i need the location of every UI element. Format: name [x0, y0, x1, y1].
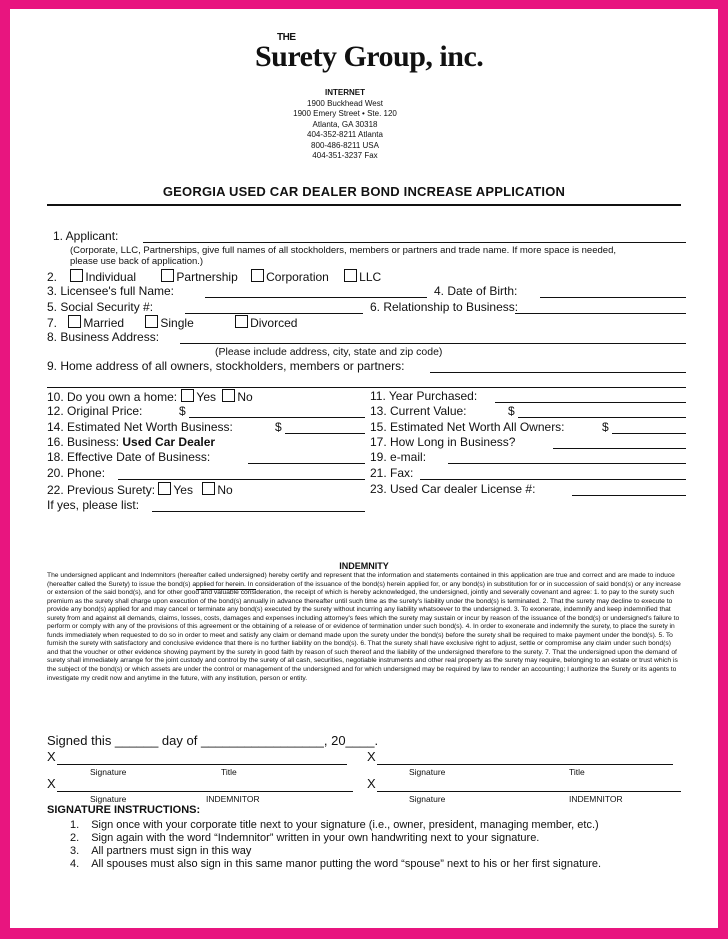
- licensee-name-line[interactable]: [205, 297, 427, 298]
- signature-line-1[interactable]: [57, 764, 347, 765]
- company-address: [260, 88, 430, 162]
- business-address-note: (Please include address, city, state and zip code): [215, 346, 443, 358]
- divorced-label: Divorced: [250, 316, 298, 330]
- home-address-line[interactable]: [430, 372, 686, 373]
- current-value-line[interactable]: [518, 417, 686, 418]
- if-yes-line[interactable]: [152, 511, 365, 512]
- phone-label: 20. Phone:: [47, 466, 106, 480]
- previous-surety-yes-label: Yes: [173, 483, 193, 497]
- indemnitor-caption: INDEMNITOR: [569, 794, 623, 804]
- instruction-number: 1.: [70, 819, 80, 831]
- net-worth-business-label: 14. Estimated Net Worth Business:: [47, 420, 233, 434]
- signature-line-2[interactable]: [377, 764, 673, 765]
- net-worth-owners-label: 15. Estimated Net Worth All Owners:: [370, 420, 565, 434]
- single-label: Single: [160, 316, 194, 330]
- q2-number: 2.: [47, 270, 58, 284]
- single-checkbox[interactable]: [145, 315, 158, 328]
- previous-surety-label: 22. Previous Surety:: [47, 483, 156, 497]
- corporation-label: Corporation: [266, 270, 329, 284]
- divorced-checkbox[interactable]: [235, 315, 248, 328]
- license-number-label: 23. Used Car dealer License #:: [370, 482, 536, 496]
- indemnitor-caption: INDEMNITOR: [206, 794, 260, 804]
- address-line: 404-352-8211 Atlanta: [307, 130, 383, 139]
- indemnity-title: INDEMNITY: [339, 561, 389, 571]
- current-value-dollar: $: [508, 404, 515, 418]
- how-long-line[interactable]: [553, 448, 686, 449]
- license-number-line[interactable]: [572, 495, 686, 496]
- signature-caption: Signature: [90, 767, 127, 777]
- q7-number: 7.: [47, 316, 58, 330]
- licensee-name-label: 3. Licensee's full Name:: [47, 284, 175, 298]
- own-home-row: [47, 389, 253, 404]
- ssn-line[interactable]: [185, 313, 363, 314]
- signature-x: X: [47, 776, 56, 791]
- business-type-value: Used Car Dealer: [122, 435, 216, 449]
- individual-label: Individual: [85, 270, 137, 284]
- business-address-line[interactable]: [180, 343, 686, 344]
- year-purchased-label: 11. Year Purchased:: [370, 389, 478, 403]
- how-long-label: 17. How Long in Business?: [370, 435, 516, 449]
- title-divider: [47, 204, 681, 206]
- instruction-item: [70, 844, 251, 858]
- relationship-line[interactable]: [515, 313, 686, 314]
- address-line: 1900 Emery Street • Ste. 120: [293, 109, 397, 118]
- business-type-row: [47, 269, 381, 284]
- fax-line[interactable]: [420, 479, 686, 480]
- email-label: 19. e-mail:: [370, 450, 427, 464]
- signature-x: X: [367, 776, 376, 791]
- signature-instructions-title: SIGNATURE INSTRUCTIONS:: [47, 804, 201, 816]
- previous-surety-yes-checkbox[interactable]: [158, 482, 171, 495]
- address-line: 1900 Buckhead West: [307, 98, 383, 108]
- instruction-item: [70, 831, 539, 845]
- partnership-checkbox[interactable]: [161, 269, 174, 282]
- instruction-number: 2.: [70, 832, 80, 844]
- indemnitor-line-1[interactable]: [57, 791, 353, 792]
- phone-line[interactable]: [118, 479, 365, 480]
- title-caption: Title: [221, 767, 237, 777]
- if-yes-label: If yes, please list:: [47, 498, 140, 512]
- signature-caption: Signature: [409, 767, 446, 777]
- applicant-note: (Corporate, LLC, Partnerships, give full names of all stockholders, members or partners and trade name. If more space is needed,: [70, 245, 616, 256]
- logo-the: THE: [277, 32, 296, 43]
- net-worth-owners-line[interactable]: [612, 433, 686, 434]
- indemnitor-line-2[interactable]: [377, 791, 681, 792]
- business-address-label: 8. Business Address:: [47, 330, 160, 344]
- own-home-yes-label: Yes: [196, 390, 216, 404]
- year-purchased-line[interactable]: [495, 402, 686, 403]
- marital-status-row: [47, 315, 297, 330]
- fax-label: 21. Fax:: [370, 466, 414, 480]
- instruction-text: Sign again with the word “Indemnitor” written in your own handwriting next to your signature.: [91, 832, 540, 844]
- page-title: GEORGIA USED CAR DEALER BOND INCREASE APPLICATION: [162, 184, 566, 199]
- effective-date-line[interactable]: [248, 463, 365, 464]
- married-label: Married: [83, 316, 125, 330]
- own-home-no-checkbox[interactable]: [222, 389, 235, 402]
- current-value-label: 13. Current Value:: [370, 404, 467, 418]
- corporation-checkbox[interactable]: [251, 269, 264, 282]
- effective-date-label: 18. Effective Date of Business:: [47, 450, 211, 464]
- original-price-label: 12. Original Price:: [47, 404, 143, 418]
- llc-label: LLC: [359, 270, 382, 284]
- instruction-text: Sign once with your corporate title next to your signature (i.e., owner, president, managing member, etc.): [91, 819, 599, 831]
- relationship-label: 6. Relationship to Business:: [370, 300, 519, 314]
- previous-surety-no-checkbox[interactable]: [202, 482, 215, 495]
- instruction-item: [70, 857, 601, 871]
- address-line: INTERNET: [325, 88, 365, 97]
- email-line[interactable]: [448, 463, 686, 464]
- own-home-yes-checkbox[interactable]: [181, 389, 194, 402]
- surety-name-line[interactable]: [196, 589, 256, 590]
- signed-this-line: Signed this ______ day of _________________, 20____.: [47, 733, 379, 748]
- own-home-label: 10. Do you own a home:: [47, 390, 178, 404]
- signature-x: X: [47, 749, 56, 764]
- applicant-label: 1. Applicant:: [53, 229, 119, 243]
- signature-x: X: [367, 749, 376, 764]
- llc-checkbox[interactable]: [344, 269, 357, 282]
- applicant-input-line[interactable]: [143, 242, 686, 243]
- previous-surety-no-label: No: [217, 483, 233, 497]
- previous-surety-row: [47, 482, 233, 497]
- instruction-text: All partners must sign in this way: [91, 845, 252, 857]
- partnership-label: Partnership: [176, 270, 238, 284]
- title-caption: Title: [569, 767, 585, 777]
- instruction-item: [70, 818, 599, 832]
- home-address-line-2[interactable]: [47, 387, 686, 388]
- ssn-label: 5. Social Security #:: [47, 300, 154, 314]
- address-line: 404-351-3237 Fax: [312, 151, 378, 160]
- original-price-line[interactable]: [189, 417, 365, 418]
- company-logo: [255, 32, 484, 74]
- business-type-label: [47, 435, 215, 449]
- instruction-text: All spouses must also sign in this same manor putting the word “spouse” next to his or her first signature.: [91, 858, 602, 870]
- signature-caption: Signature: [409, 794, 446, 804]
- address-line: Atlanta, GA 30318: [312, 119, 378, 129]
- home-address-label: 9. Home address of all owners, stockholders, members or partners:: [47, 359, 405, 373]
- instruction-number: 4.: [70, 858, 80, 870]
- business-type-prefix: 16. Business:: [47, 435, 123, 449]
- net-worth-owners-dollar: $: [602, 420, 609, 434]
- net-worth-business-line[interactable]: [285, 433, 365, 434]
- own-home-no-label: No: [237, 390, 253, 404]
- net-worth-business-dollar: $: [275, 420, 282, 434]
- married-checkbox[interactable]: [68, 315, 81, 328]
- indemnity-text: The undersigned applicant and Indemnitors (hereafter called undersigned) hereby certify and represent that the information and statements contained in this application are true and correct and are made to induce (hereafter called the Surety) to issue the bond(s) applied for herein. In consideration of the issuance of the bond(s) herein applied for, or any bond(s) in substitution for or in succession of said bond(s) or any increase or extension of the said bond(s), and for other good and valuable consideration, the receipt of which is hereby acknowledged, the undersigned, jointly and severally covenant and agree: 1. to pay to the surety such premium as the surety shall charge upon execution of the bond(s) annually in advance thereafter until such time as the surety's liability under the bond(s) is terminated. 2. That the surety may decline to execute to provide any bond(s) applied for and may cancel or terminate any bond(s) executed by the surety without incurring any liability whatsoever to the undersigned. 3. To exonerate, indemnify and keep indemnified that surety from and against all demands, claims, losses, costs, damages and expenses including attorney's fees which the surety may sustain or incur by reason of the issuance of the bond(s) or undersigned's failure to perform or comply with any of the provisions of this agreement or the obtaining of a release of or evidence of termination under such bond(s). 4. In order to exonerate and indemnify the surety, to place the surety in funds immediately when requested to do so in order to meet and satisfy any claim or demand made upon the surety under the bond(s) before the surety shall be required to make payment under the bond(s). 5. To furnish the surety with satisfactory and conclusive evidence that there is no further liability on the bond(s). 6. That the surety shall have exclusive right to adjust, settle or compromise any claim under such bond(s) and that the voucher or other evidence showing payment by the surety in good faith by reason of such thereof and the liability of the undersigned therefore to the surety. 7. That the undersigned upon the demand of surety shall immediately arrange for the joint custody and control by the surety of all cash, securities, negotiable instruments and other real property as the surety may require, belonging to an estate or trust which is the subject of the bond(s) or which assets are under the control or management of the undersigned and for which undersigned may be required by law to render an accounting; I authorize the Surety or its agents to investigate my credit now and anytime in the future, with any institution, person or entity.: [47, 572, 681, 682]
- date-of-birth-label: 4. Date of Birth:: [434, 284, 518, 298]
- original-price-dollar: $: [179, 404, 186, 418]
- instruction-number: 3.: [70, 845, 80, 857]
- applicant-note-2: please use back of application.): [70, 256, 204, 267]
- address-line: 800-486-8211 USA: [311, 140, 379, 150]
- signature-caption: Signature: [90, 794, 127, 804]
- individual-checkbox[interactable]: [70, 269, 83, 282]
- date-of-birth-line[interactable]: [540, 297, 686, 298]
- logo-text: Surety Group, inc.: [255, 40, 484, 73]
